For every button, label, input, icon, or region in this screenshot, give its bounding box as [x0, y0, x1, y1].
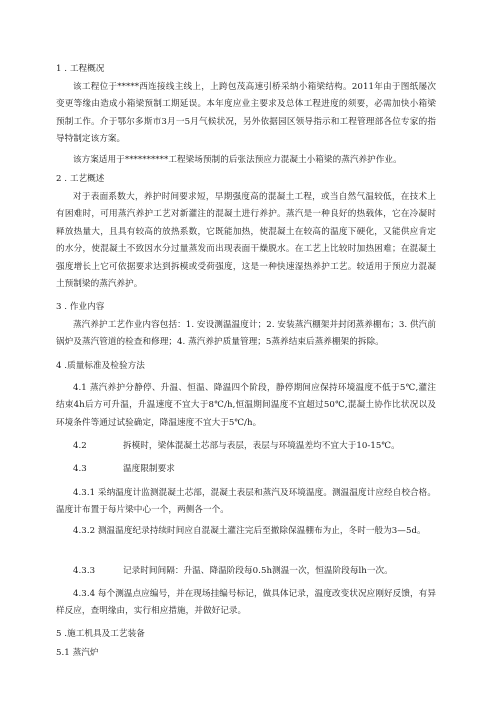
item-4-3-number: 4.3	[73, 464, 87, 474]
item-5-1: 5.1 蒸汽炉	[56, 648, 99, 658]
section-2-paragraph-1: 对于表面系数大，养护时间要求短，早期强度高的混凝土工程，或当自然气温较低，在技术上有困难时，可用蒸汽养护工艺对新灌注的混凝土进行养护。蒸汽是一种良好的热载体，它在冷凝时释放热量大，且具有较高的放热系数，它既能加热，使混凝土在较高的温度下硬化，又能供应肯定的水分，使混凝土不致因水分过量蒸发而出现表面干燥脱水。在工艺上比较时加热困难；在混凝土强度增长上它可依据要求达到拆模或受荷强度，这是一种快速湿热养护工艺。较适用于预应力混凝土预制梁的蒸汽养护。	[56, 192, 436, 290]
item-4-2-text: 拆模时，梁体混凝土芯部与表层，表层与环境温差均不宜大于10-15℃。	[123, 441, 400, 451]
section-5-heading: 5 .施工机具及工艺装备	[56, 629, 145, 639]
item-4-3-3-number: 4.3.3	[73, 566, 96, 576]
item-4-3	[56, 461, 436, 478]
section-4-heading: 4 .质量标准及检验方法	[56, 361, 145, 371]
section-1-heading: 1 . 工程概况	[56, 64, 105, 74]
item-4-3-4: 4.3.4 每个测温点应编号，并在现场挂编号标记，做具体记录，温度改变状况应刚好反馈，有异样反应，查明缘由，实行相应措施，并做好记录。	[56, 589, 436, 617]
item-4-3-3	[56, 563, 436, 580]
section-1-paragraph-2: 该方案适用于**********工程梁场预制的后张法预应力混凝土小箱梁的蒸汽养护作业。	[73, 155, 402, 165]
item-4-3-3-text: 记录时间间隔：升温、降温阶段每0.5h测温一次，恒温阶段每lh一次。	[123, 566, 393, 576]
item-4-2	[56, 438, 436, 455]
section-3-paragraph-1: 蒸汽养护工艺作业内容包括：1. 安设测温温度计；2. 安装蒸汽棚架并封闭蒸养棚布；3. 供汽前锅炉及蒸汽管道的检查和修理；4. 蒸汽养护质量管理；5蒸养结束后蒸养棚架的拆除。	[56, 320, 436, 348]
item-4-1: 4.1 蒸汽养护分静停、升温、恒温、降温四个阶段，静停期间应保持环境温度不低于5℃,灌注结束4h后方可升温，升温速度不宜大于8℃/h,恒温期间温度不宜超过50℃,混凝土协作比状况以及环境条件等通过试验确定，降温速度不宜大于5℃/h。	[56, 383, 436, 428]
item-4-3-2: 4.3.2 测温温度纪录持续时间应自混凝土灌注完后至撤除保温棚布为止，冬时一般为3—5d。	[73, 526, 426, 536]
item-4-3-text: 温度限制要求	[123, 464, 175, 474]
item-4-3-1: 4.3.1 采纳温度计监测混凝土芯部，混凝土表层和蒸汽及环境温度。测温温度计应经自校合格。温度计布置于每片梁中心一个，两侧各一个。	[56, 488, 436, 516]
section-1-paragraph-1: 该工程位于*****西连接线主线上，上跨包茂高速引桥采纳小箱梁结构。2011年由于图纸屡次变更等缘由造成小箱梁预制工期延误。本年度应业主要求及总体工程进度的须要，必需加快小箱梁预制工作。介于鄂尔多斯市3月一5月气候状况，另外依据园区领导指示和工程管理部各位专家的指导特制定该方案。	[56, 82, 436, 145]
item-4-2-number: 4.2	[73, 441, 87, 451]
section-3-heading: 3 . 作业内容	[56, 302, 105, 312]
section-2-heading: 2 . 工艺概述	[56, 174, 105, 184]
